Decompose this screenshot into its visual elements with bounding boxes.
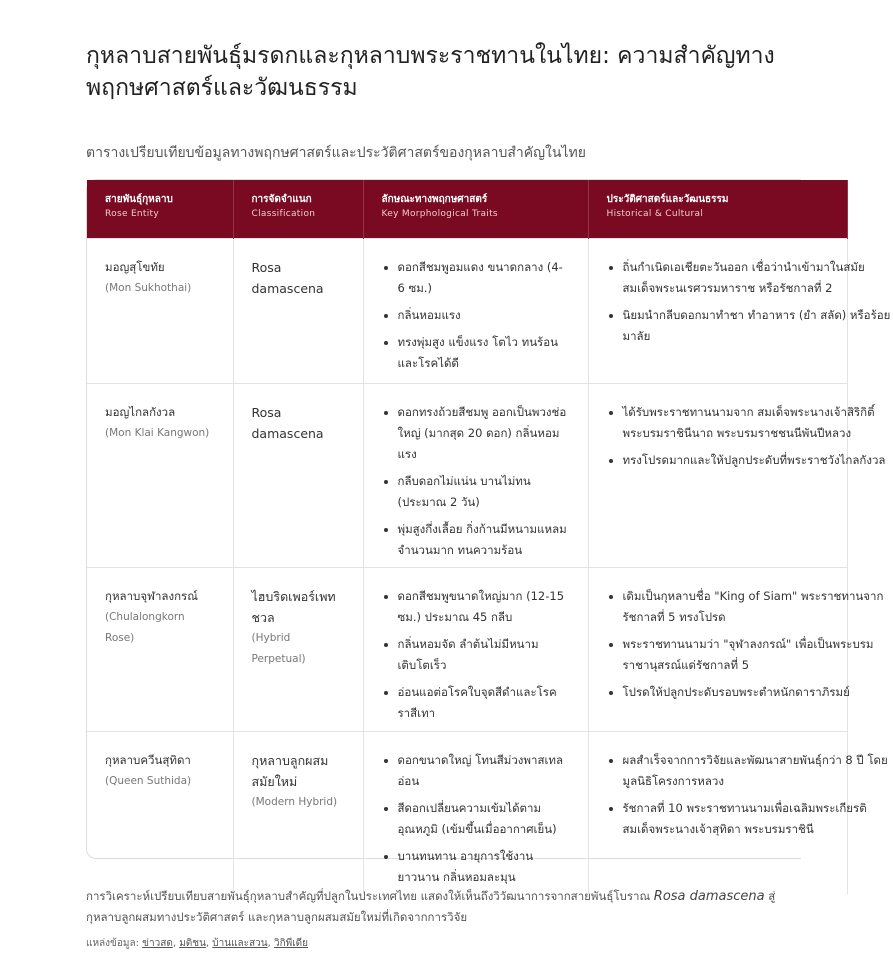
cell-traits <box>363 568 588 732</box>
cell-rose-entity <box>87 568 233 732</box>
rose-english-name: (Queen Suthida) <box>105 775 192 787</box>
cell-traits <box>363 239 588 384</box>
rose-english-name: (Chulalongkorn Rose) <box>105 611 185 644</box>
sources-label: แหล่งข้อมูล: <box>86 938 139 949</box>
history-list <box>607 257 891 347</box>
list-item: • ดอกสีชมพูขนาดใหญ่มาก (12-15 ซม.) ประมาณ 45 กลีบ <box>398 586 570 628</box>
classification-name: ไฮบริดเพอร์เพทชวล <box>251 589 336 625</box>
list-item: • กลิ่นหอมแรง <box>398 305 570 326</box>
cell-traits <box>363 732 588 895</box>
header-rose-entity <box>87 180 233 239</box>
cell-history <box>588 732 888 895</box>
list-item: • ดอกสีชมพูอมแดง ขนาดกลาง (4-6 ซม.) <box>398 257 570 299</box>
rose-name: มอญไกลกังวล <box>105 405 176 419</box>
rose-name: กุหลาบจุฬาลงกรณ์ <box>105 589 198 603</box>
header-thai-label: สายพันธุ์กุหลาบ <box>105 194 173 205</box>
traits-list <box>382 586 570 724</box>
cell-rose-entity <box>87 239 233 384</box>
table-subtitle: ตารางเปรียบเทียบข้อมูลทางพฤกษศาสตร์และประวัติศาสตร์ของกุหลาบสำคัญในไทย <box>86 145 586 161</box>
cell-classification <box>233 384 363 568</box>
list-item: • กลิ่นหอมจัด ลำต้นไม่มีหนาม เติบโตเร็ว <box>398 634 570 676</box>
table-header-row <box>87 180 847 239</box>
list-item: • ดอกขนาดใหญ่ โทนสีม่วงพาสเทลอ่อน <box>398 750 570 792</box>
list-item: • บานทนทาน อายุการใช้งานยาวนาน กลิ่นหอมละมุน <box>398 846 570 888</box>
classification-english: (Hybrid Perpetual) <box>251 632 306 665</box>
rose-name: กุหลาบควีนสุทิดา <box>105 753 191 767</box>
header-english-label: Rose Entity <box>105 209 160 219</box>
header-thai-label: ประวัติศาสตร์และวัฒนธรรม <box>606 194 729 205</box>
classification-name: Rosa damascena <box>251 260 324 296</box>
cell-classification <box>233 239 363 384</box>
rose-name: มอญสุโขทัย <box>105 260 165 274</box>
cell-rose-entity <box>87 732 233 895</box>
cell-traits <box>363 384 588 568</box>
header-historical-cultural <box>588 180 847 239</box>
cell-classification <box>233 732 363 895</box>
list-item: • โปรดให้ปลูกประดับรอบพระตำหนักดาราภิรมย์ <box>623 682 893 703</box>
classification-name: Rosa damascena <box>251 405 324 441</box>
list-item: • สีดอกเปลี่ยนความเข้มได้ตามอุณหภูมิ (เข้มขึ้นเมื่ออากาศเย็น) <box>398 798 570 840</box>
classification-name: กุหลาบลูกผสมสมัยใหม่ <box>251 753 329 789</box>
cell-history <box>588 568 884 732</box>
table-row <box>87 568 847 732</box>
header-english-label: Key Morphological Traits <box>381 209 498 219</box>
list-item: • อ่อนแอต่อโรคใบจุดสีดำและโรคราสีเทา <box>398 682 570 724</box>
sources: แหล่งข้อมูล: ข่าวสด, มติชน, บ้านและสวน, วิกิพีเดีย <box>86 938 308 949</box>
list-item: • นิยมนำกลีบดอกมาทำชา ทำอาหาร (ยำ สลัด) หรือร้อยมาลัย <box>623 305 893 347</box>
source-link-khaosod[interactable]: ข่าวสด <box>142 938 173 949</box>
table-row <box>87 732 847 895</box>
header-thai-label: ลักษณะทางพฤกษศาสตร์ <box>381 194 488 205</box>
header-classification <box>233 180 363 239</box>
list-item: • รัชกาลที่ 10 พระราชทานนามเพื่อเฉลิมพระเกียรติ สมเด็จพระนางเจ้าสุทิดา พระบรมราชินี <box>623 798 893 840</box>
history-list <box>607 402 886 471</box>
list-item: • ทรงโปรดมากและให้ปลูกประดับที่พระราชวังไกลกังวล <box>623 450 893 471</box>
cell-history <box>588 239 891 384</box>
header-english-label: Classification <box>251 209 316 219</box>
page-title: กุหลาบสายพันธุ์มรดกและกุหลาบพระราชทานในไทย: ความสำคัญทางพฤกษศาสตร์และวัฒนธรรม <box>86 43 775 101</box>
note-text-before: การวิเคราะห์เปรียบเทียบสายพันธุ์กุหลาบสำคัญที่ปลูกในประเทศไทย แสดงให้เห็นถึงวิวัฒนาการจากสายพันธุ์โบราณ <box>86 889 654 903</box>
list-item: • ถิ่นกำเนิดเอเชียตะวันออก เชื่อว่านำเข้ามาในสมัยสมเด็จพระนเรศวรมหาราช หรือรัชกาลที่ 2 <box>623 257 893 299</box>
list-item: • เดิมเป็นกุหลาบชื่อ "King of Siam" พระราชทานจากรัชกาลที่ 5 ทรงโปรด <box>623 586 893 628</box>
rose-english-name: (Mon Klai Kangwon) <box>105 427 210 439</box>
analysis-note <box>86 886 786 927</box>
rose-comparison-table <box>87 180 891 894</box>
source-link-wikipedia[interactable]: วิกิพีเดีย <box>273 938 308 949</box>
cell-classification <box>233 568 363 732</box>
traits-list <box>382 402 570 561</box>
list-item: • พระราชทานนามว่า "จุฬาลงกรณ์" เพื่อเป็นพระบรมราชานุสรณ์แด่รัชกาลที่ 5 <box>623 634 893 676</box>
note-species-name: Rosa damascena <box>653 889 765 904</box>
header-thai-label: การจัดจำแนก <box>251 194 312 205</box>
note-text-after: สู่กุหลาบลูกผสมทางประวัติศาสตร์ และกุหลาบลูกผสมสมัยใหม่ที่เกิดจากการวิจัย <box>86 889 776 924</box>
header-morphological-traits <box>363 180 588 239</box>
cell-history <box>588 384 886 568</box>
list-item: • ผลสำเร็จจากการวิจัยและพัฒนาสายพันธุ์กว่า 8 ปี โดยมูลนิธิโครงการหลวง <box>623 750 893 792</box>
traits-list <box>382 257 570 374</box>
list-item: • ทรงพุ่มสูง แข็งแรง โตไว ทนร้อนและโรคได้ดี <box>398 332 570 374</box>
traits-list <box>382 750 570 888</box>
rose-english-name: (Mon Sukhothai) <box>105 282 192 294</box>
header-english-label: Historical & Cultural <box>606 209 704 219</box>
list-item: • ดอกทรงถ้วยสีชมพู ออกเป็นพวงช่อใหญ่ (มากสุด 20 ดอก) กลิ่นหอมแรง <box>398 402 570 465</box>
list-item: • กลีบดอกไม่แน่น บานไม่ทน (ประมาณ 2 วัน) <box>398 471 570 513</box>
history-list <box>607 750 888 840</box>
source-link-matichon[interactable]: มติชน <box>179 938 206 949</box>
cell-rose-entity <box>87 384 233 568</box>
classification-english: (Modern Hybrid) <box>251 796 338 808</box>
table-row <box>87 239 847 384</box>
table-row <box>87 384 847 568</box>
history-list <box>607 586 884 703</box>
list-item: • ได้รับพระราชทานนามจาก สมเด็จพระนางเจ้าสิริกิติ์ พระบรมราชินีนาถ พระบรมราชชนนีพันปีหลวง <box>623 402 893 444</box>
rose-comparison-table-container[interactable] <box>86 179 891 884</box>
source-link-baanlaesuan[interactable]: บ้านและสวน <box>212 938 268 949</box>
list-item: • พุ่มสูงกึ่งเลื้อย กิ่งก้านมีหนามแหลมจำนวนมาก ทนความร้อน <box>398 519 570 561</box>
